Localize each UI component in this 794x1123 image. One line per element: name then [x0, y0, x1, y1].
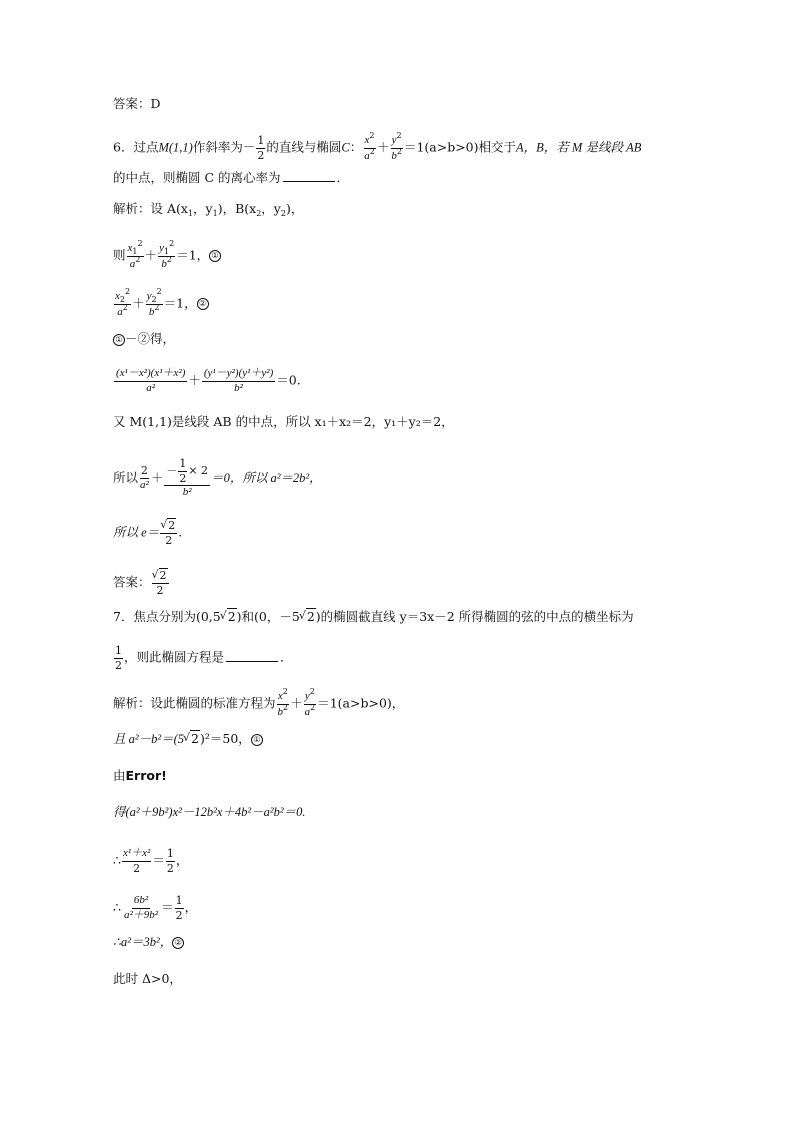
question-6-line-1: 6．过点M(1,1)作斜率为－ $\frac{1}{2}$ 的直线与椭圆C： $\frac{x^2}{a^2}$ ＋ $\frac{y^2}{b^2}$ ＝1(a>b>0)相交于A，B，若 M 是线段 AB [113, 131, 642, 162]
solution-7-discriminant: 此时 Δ>0， [113, 971, 182, 986]
solution-7-midpoint: ∴ $\frac{\text{x¹＋x²}}{2}$ ＝ $\frac{1}{2}$ ， [113, 847, 189, 875]
solution-6-eq2: $\frac{x_2^2}{a^2}$ ＋ $\frac{y_2^2}{b^2}$ ＝1， ② [113, 290, 209, 318]
solution-7-result: ∴a²＝3b²， ② [113, 936, 184, 949]
answer-6: 答案： √ $\frac{2}{2}$ [113, 570, 170, 596]
solution-7-intro: 解析：设此椭圆的标准方程为 $\frac{x^2}{b^2}$ ＋ $\frac{y^2}{a^2}$ ＝1(a>b>0)， [113, 687, 405, 718]
solution-7-relation: 且 a²－b²＝(5√ 2)²＝50， ① [113, 733, 263, 746]
question-number: 7． [113, 609, 134, 624]
question-7-line-1: 7．焦点分别为(0,5√ 2)和(0，－5√ 2)的椭圆截直线 y＝3x－2 所得椭圆的弦的中点的横坐标为 [113, 611, 634, 624]
question-number: 6． [113, 139, 134, 155]
circle-one-marker: ① [209, 250, 221, 262]
question-6-line-2: 的中点，则椭圆 C 的离心率为 ． [113, 170, 350, 185]
solution-6-substitute: 所以 $\frac{2}{\text{a²}}$ ＋ － $\frac{1}{2}$ × 2 b² ＝0，所以 a²＝2b²， [113, 457, 322, 499]
solution-6-midpoint: 又 M(1,1)是线段 AB 的中点，所以 x₁＋x₂＝2，y₁＋y₂＝2， [113, 414, 454, 429]
solution-6-subtract: ① －②得， [113, 333, 175, 346]
slope-fraction: $\frac{1}{2}$ [257, 134, 265, 162]
question-7-line-2: $\frac{1}{2}$ ，则此椭圆方程是 ． [115, 644, 293, 672]
circle-two-marker: ② [197, 298, 209, 310]
answer-blank[interactable] [283, 171, 335, 182]
solution-6-intro: 解析：设 $A(x_1$，$y_1$)，$B(x_2$，$y_2$)， [113, 201, 304, 218]
answer-blank[interactable] [226, 651, 278, 662]
solution-6-difference: $\frac{\text{(x¹－x²)(x¹＋x²)}}{\text{a²}}$ ＋ $\frac{\text{(y¹－y²)(y¹＋y²)}}{\text{b²}}$ ＝0. [116, 367, 301, 394]
solution-6-eccentricity: 所以 e＝ √ $\frac{2}{2}$ . [113, 520, 182, 546]
ellipse-x-term: $\frac{x^2}{a^2}$ [364, 131, 375, 162]
solution-6-eq1: 则 $\frac{x_1^2}{a^2}$ ＋ $\frac{y_1^2}{b^2}$ ＝1， ① [113, 242, 221, 270]
solution-7-ratio: ∴ $\frac{\text{6b²}}{\text{a²＋9b²}}$ ＝ $\frac{1}{2}$ ， [113, 894, 198, 922]
solution-7-error: 由Error! [113, 768, 167, 783]
previous-answer: 答案：D [113, 96, 161, 111]
ellipse-y-term: $\frac{y^2}{b^2}$ [391, 131, 402, 162]
solution-7-quadratic: 得(a²＋9b²)x²－12b²x＋4b²－a²b²＝0. [113, 805, 306, 819]
